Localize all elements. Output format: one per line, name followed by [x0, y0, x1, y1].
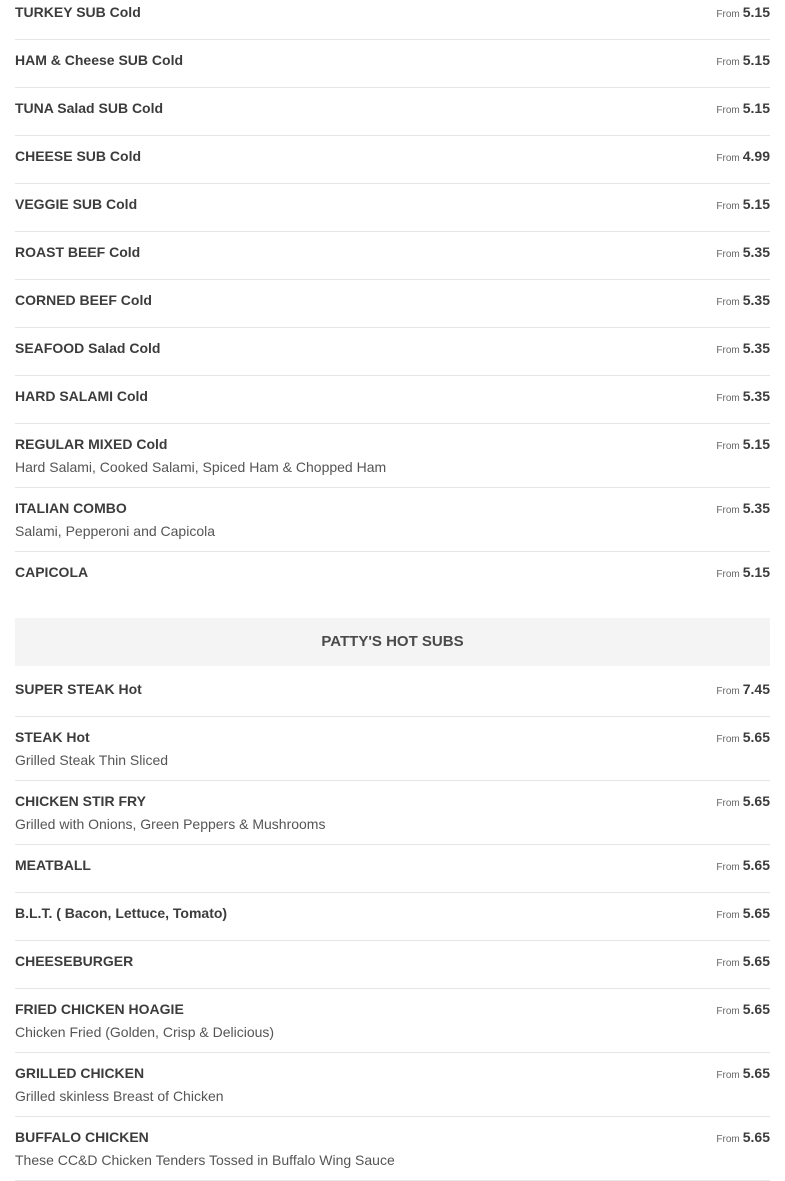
from-label: From: [716, 105, 740, 116]
menu-item-price: 5.65: [742, 1129, 770, 1145]
hot-subs-list: [15, 669, 770, 1181]
menu-item[interactable]: [15, 717, 770, 781]
menu-item-price-group: [716, 436, 770, 455]
from-label: From: [716, 734, 740, 745]
menu-item-price-group: [716, 100, 770, 119]
menu-item-price: 5.15: [742, 436, 770, 452]
menu-item-price-group: [716, 500, 770, 519]
menu-item-price: 5.65: [742, 857, 770, 873]
menu-item[interactable]: [15, 40, 770, 88]
menu-item-price-group: [716, 857, 770, 876]
menu-item-price-group: [716, 564, 770, 583]
menu-item-price-group: [716, 1001, 770, 1020]
menu-item-price-group: [716, 4, 770, 23]
menu-item-price: 5.65: [742, 905, 770, 921]
menu-item[interactable]: [15, 136, 770, 184]
menu-item[interactable]: [15, 376, 770, 424]
cold-subs-list: [15, 0, 770, 599]
from-label: From: [716, 249, 740, 260]
menu-item-price-group: [716, 340, 770, 359]
menu-item-price: 5.15: [742, 52, 770, 68]
menu-item-price: 5.65: [742, 1065, 770, 1081]
menu-item[interactable]: [15, 781, 770, 845]
menu-item[interactable]: [15, 0, 770, 40]
from-label: From: [716, 686, 740, 697]
menu-item-name[interactable]: SEAFOOD Salad Cold: [15, 340, 161, 356]
menu-item-price: 5.35: [742, 388, 770, 404]
menu-item-name[interactable]: FRIED CHICKEN HOAGIE: [15, 1001, 184, 1017]
menu-item-price: 5.15: [742, 564, 770, 580]
menu-item-name[interactable]: TUNA Salad SUB Cold: [15, 100, 164, 116]
menu-item-description: Grilled with Onions, Green Peppers & Mushrooms: [15, 816, 326, 832]
from-label: From: [716, 297, 740, 308]
menu-item[interactable]: [15, 88, 770, 136]
menu-item-price: 5.15: [742, 196, 770, 212]
from-label: From: [716, 153, 740, 164]
menu-item-price-group: [716, 1065, 770, 1084]
from-label: From: [716, 1134, 740, 1145]
menu-item[interactable]: [15, 1117, 770, 1181]
menu-item-price-group: [716, 953, 770, 972]
menu-item-name[interactable]: HARD SALAMI Cold: [15, 388, 148, 404]
menu-item-name[interactable]: B.L.T. ( Bacon, Lettuce, Tomato): [15, 905, 228, 921]
menu-item[interactable]: [15, 893, 770, 941]
menu-item-price-group: [716, 52, 770, 71]
menu-item-name[interactable]: REGULAR MIXED Cold: [15, 436, 168, 452]
menu-item-price-group: [716, 793, 770, 812]
from-label: From: [716, 1006, 740, 1017]
menu-item-description: Grilled skinless Breast of Chicken: [15, 1088, 224, 1104]
menu-item-description: Hard Salami, Cooked Salami, Spiced Ham & Chopped Ham: [15, 459, 387, 475]
menu-item-price-group: [716, 1129, 770, 1148]
from-label: From: [716, 201, 740, 212]
from-label: From: [716, 569, 740, 580]
menu-item-price: 5.35: [742, 292, 770, 308]
menu-item-name[interactable]: MEATBALL: [15, 857, 91, 873]
menu-item[interactable]: [15, 989, 770, 1053]
menu-item-name[interactable]: ITALIAN COMBO: [15, 500, 127, 516]
menu-item[interactable]: [15, 1053, 770, 1117]
from-label: From: [716, 57, 740, 68]
menu-item[interactable]: [15, 328, 770, 376]
menu-item-price: 5.15: [742, 4, 770, 20]
menu-item[interactable]: [15, 552, 770, 599]
menu-item-price: 5.65: [742, 953, 770, 969]
from-label: From: [716, 910, 740, 921]
from-label: From: [716, 441, 740, 452]
menu-item-name[interactable]: STEAK Hot: [15, 729, 90, 745]
menu-item-name[interactable]: CHEESEBURGER: [15, 953, 134, 969]
menu-item-name[interactable]: CORNED BEEF Cold: [15, 292, 152, 308]
menu-item-price: 5.65: [742, 1001, 770, 1017]
from-label: From: [716, 1070, 740, 1081]
menu-item-price: 5.65: [742, 793, 770, 809]
menu-item-price: 5.35: [742, 244, 770, 260]
menu-item-price-group: [716, 244, 770, 263]
menu-item[interactable]: [15, 232, 770, 280]
menu-item-name[interactable]: ROAST BEEF Cold: [15, 244, 141, 260]
menu-item-price-group: [716, 681, 770, 700]
menu-item[interactable]: [15, 669, 770, 717]
menu-item[interactable]: [15, 941, 770, 989]
menu-item-description: Salami, Pepperoni and Capicola: [15, 523, 216, 539]
menu-item-price: 7.45: [742, 681, 770, 697]
menu-item[interactable]: [15, 488, 770, 552]
menu-item-price-group: [716, 148, 770, 167]
menu-item-name[interactable]: CAPICOLA: [15, 564, 89, 580]
menu-item-price-group: [716, 729, 770, 748]
from-label: From: [716, 345, 740, 356]
menu-item-description: These CC&D Chicken Tenders Tossed in Buffalo Wing Sauce: [15, 1152, 395, 1168]
menu-item-name[interactable]: CHICKEN STIR FRY: [15, 793, 146, 809]
menu-item-name[interactable]: BUFFALO CHICKEN: [15, 1129, 149, 1145]
menu-item-description: Chicken Fried (Golden, Crisp & Delicious): [15, 1024, 275, 1040]
menu-item-name[interactable]: SUPER STEAK Hot: [15, 681, 142, 697]
from-label: From: [716, 958, 740, 969]
menu-item[interactable]: [15, 424, 770, 488]
menu-item-price-group: [716, 196, 770, 215]
section-header-hot-subs: PATTY'S HOT SUBS: [15, 618, 770, 666]
menu-item-price: 4.99: [742, 148, 770, 164]
menu-item[interactable]: [15, 280, 770, 328]
menu-item-description: Grilled Steak Thin Sliced: [15, 752, 169, 768]
from-label: From: [716, 862, 740, 873]
from-label: From: [716, 393, 740, 404]
menu-item-price-group: [716, 292, 770, 311]
from-label: From: [716, 9, 740, 20]
menu-item-name[interactable]: CHEESE SUB Cold: [15, 148, 142, 164]
menu-item-price: 5.65: [742, 729, 770, 745]
menu-item[interactable]: [15, 184, 770, 232]
from-label: From: [716, 505, 740, 516]
menu-item-price-group: [716, 388, 770, 407]
menu-item-name[interactable]: GRILLED CHICKEN: [15, 1065, 145, 1081]
menu-item-price: 5.35: [742, 340, 770, 356]
menu-item[interactable]: [15, 845, 770, 893]
menu-item-price: 5.15: [742, 100, 770, 116]
menu-item-price-group: [716, 905, 770, 924]
menu-item-name[interactable]: TURKEY SUB Cold: [15, 4, 141, 20]
menu-item-name[interactable]: HAM & Cheese SUB Cold: [15, 52, 184, 68]
menu-item-price: 5.35: [742, 500, 770, 516]
from-label: From: [716, 798, 740, 809]
menu-item-name[interactable]: VEGGIE SUB Cold: [15, 196, 138, 212]
